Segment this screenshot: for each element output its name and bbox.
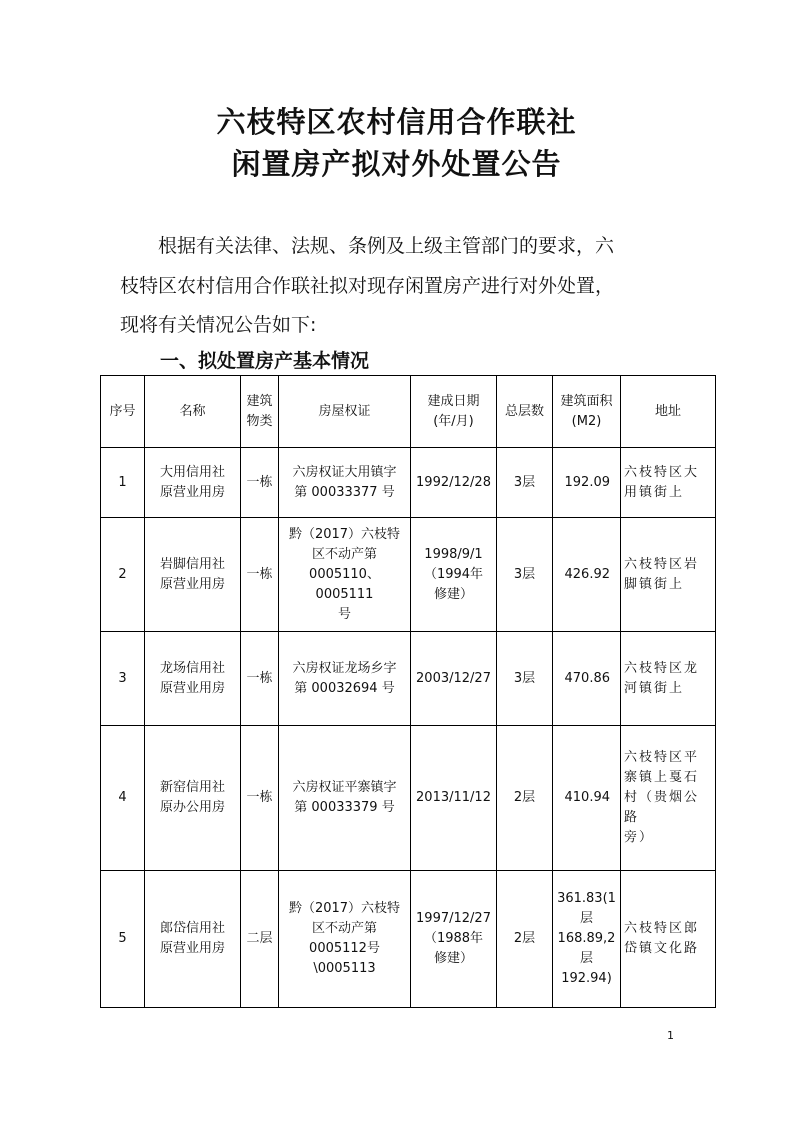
cell-area: 426.92: [553, 518, 621, 632]
cell-no: 2: [101, 518, 145, 632]
cell-date: 1998/9/1 （1994年 修建）: [411, 518, 497, 632]
cell-type: 二层: [241, 871, 279, 1008]
cell-no: 4: [101, 726, 145, 871]
cell-no: 3: [101, 632, 145, 726]
header-floors: 总层数: [497, 376, 553, 448]
table-row: [101, 448, 716, 518]
page-number: 1: [667, 1029, 674, 1042]
cell-date: 1992/12/28: [411, 448, 497, 518]
cell-addr: 六枝特区郎 岱镇文化路: [621, 871, 716, 1008]
cell-date: 2013/11/12: [411, 726, 497, 871]
cell-floors: 3层: [497, 448, 553, 518]
cell-name: 新窑信用社 原办公用房: [145, 726, 241, 871]
table-row: [101, 871, 716, 1008]
cell-area: 410.94: [553, 726, 621, 871]
cell-cert: 六房权证平寨镇字 第 00033379 号: [279, 726, 411, 871]
cell-cert: 六房权证龙场乡字 第 00032694 号: [279, 632, 411, 726]
title-line-2: 闲置房产拟对外处置公告: [231, 147, 562, 181]
cell-no: 5: [101, 871, 145, 1008]
cell-no: 1: [101, 448, 145, 518]
table-row: [101, 726, 716, 871]
intro-line-3: 现将有关情况公告如下:: [120, 314, 317, 336]
header-name: 名称: [145, 376, 241, 448]
cell-addr: 六枝特区大 用镇街上: [621, 448, 716, 518]
cell-area: 192.09: [553, 448, 621, 518]
cell-name: 大用信用社 原营业用房: [145, 448, 241, 518]
cell-cert: 六房权证大用镇字 第 00033377 号: [279, 448, 411, 518]
cell-area: 361.83(1 层 168.89,2 层 192.94): [553, 871, 621, 1008]
cell-type: 一栋: [241, 632, 279, 726]
cell-name: 岩脚信用社 原营业用房: [145, 518, 241, 632]
intro-line-1: 根据有关法律、法规、条例及上级主管部门的要求，六: [158, 235, 615, 257]
cell-date: 1997/12/27 （1988年 修建）: [411, 871, 497, 1008]
header-cert: 房屋权证: [279, 376, 411, 448]
cell-name: 郎岱信用社 原营业用房: [145, 871, 241, 1008]
cell-floors: 2层: [497, 871, 553, 1008]
header-area: 建筑面积 (M2): [553, 376, 621, 448]
table-header-row: [101, 376, 716, 448]
header-type: 建筑 物类: [241, 376, 279, 448]
cell-date: 2003/12/27: [411, 632, 497, 726]
cell-type: 一栋: [241, 448, 279, 518]
cell-cert: 黔（2017）六枝特 区不动产第 0005110、0005111 号: [279, 518, 411, 632]
cell-addr: 六枝特区岩 脚镇街上: [621, 518, 716, 632]
cell-cert: 黔（2017）六枝特 区不动产第 0005112号 \0005113: [279, 871, 411, 1008]
header-no: 序号: [101, 376, 145, 448]
cell-type: 一栋: [241, 518, 279, 632]
section-heading: 一、拟处置房产基本情况: [160, 350, 370, 372]
intro-line-2: 枝特区农村信用合作联社拟对现存闲置房产进行对外处置，: [120, 275, 615, 297]
cell-area: 470.86: [553, 632, 621, 726]
cell-addr: 六枝特区平 寨镇上戛石 村（贵烟公路 旁）: [621, 726, 716, 871]
cell-addr: 六枝特区龙 河镇街上: [621, 632, 716, 726]
header-addr: 地址: [621, 376, 716, 448]
cell-name: 龙场信用社 原营业用房: [145, 632, 241, 726]
cell-floors: 3层: [497, 632, 553, 726]
table-row: [101, 518, 716, 632]
property-table: [100, 375, 716, 1008]
header-date: 建成日期 (年/月): [411, 376, 497, 448]
table-row: [101, 632, 716, 726]
title-line-1: 六枝特区农村信用合作联社: [216, 105, 577, 139]
cell-floors: 3层: [497, 518, 553, 632]
cell-type: 一栋: [241, 726, 279, 871]
cell-floors: 2层: [497, 726, 553, 871]
